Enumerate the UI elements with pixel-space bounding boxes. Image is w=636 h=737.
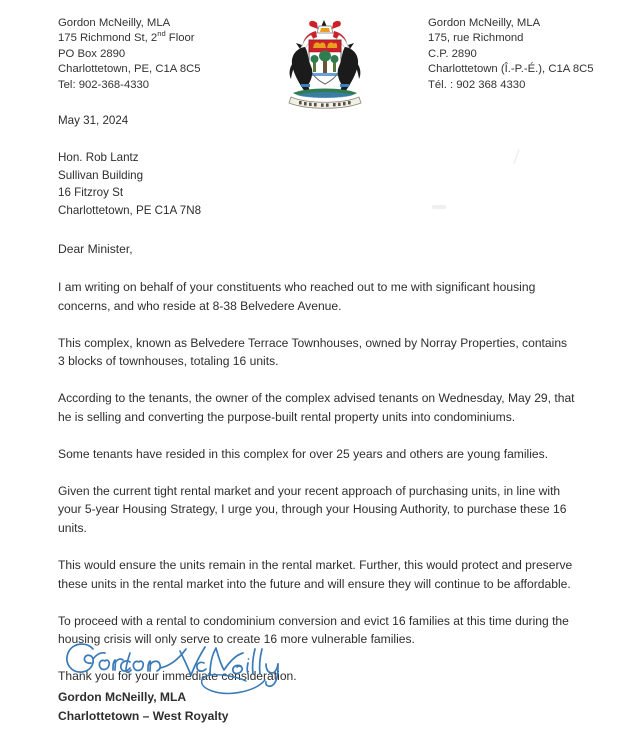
sender-pobox-fr: C.P. 2890 [428, 47, 477, 60]
recipient-line: 16 Fitzroy St [58, 186, 124, 199]
recipient-address [58, 149, 582, 219]
body-paragraph: To proceed with a rental to condominium conversion and evict 16 families at this time during the housing crisis will only serve to create 16 more vulnerable families. [58, 613, 569, 647]
body-paragraph: I am writing on behalf of your constituents who reached out to me with significant housing concerns, and who reside at 8-38 Belvedere Avenue. [58, 280, 536, 313]
sender-pobox-en: PO Box 2890 [58, 47, 126, 60]
signer-riding: Charlottetown – West Royalty [58, 708, 229, 723]
body-paragraph: Some tenants have resided in this complex for over 25 years and others are young families. [58, 446, 549, 461]
address-block-english [58, 16, 201, 93]
pei-coat-of-arms-icon [283, 17, 367, 115]
letterhead [0, 14, 636, 110]
sender-name-fr: Gordon McNeilly, MLA [428, 17, 541, 29]
body-paragraph: This would ensure the units remain in the rental market. Further, this would protect and preserve these units in the rental market into the future and will ensure they will continue to be affordable. [58, 557, 573, 591]
sender-street-en: 175 Richmond St, 2nd Floor [58, 29, 195, 45]
body-paragraph: This complex, known as Belvedere Terrace Townhouses, owned by Norray Properties, contains 3 blocks of townhouses, totaling 16 units. [58, 335, 568, 369]
signer-name: Gordon McNeilly, MLA [58, 690, 187, 704]
closing-line: Thank you for your immediate consideration. [58, 669, 297, 684]
scan-artifact-smudge [432, 205, 446, 209]
salutation: Dear Minister, [58, 242, 133, 256]
letter-date: May 31, 2024 [58, 114, 129, 127]
recipient-line: Hon. Rob Lantz [58, 151, 139, 164]
letter-body [58, 112, 582, 706]
recipient-line: Sullivan Building [58, 168, 144, 182]
signature-block [58, 635, 358, 735]
body-paragraph: According to the tenants, the owner of the complex advised tenants on Wednesday, May 29, that he is selling and converting the purpose-built rental property units into condominiums. [58, 391, 575, 424]
body-paragraph: Given the current tight rental market and your recent approach of purchasing units, in line with your 5-year Housing Strategy, I urge you, through your Housing Authority, to purchase these 16 units. [58, 483, 567, 536]
recipient-line: Charlottetown, PE C1A 7N8 [58, 203, 202, 217]
sender-city-fr: Charlottetown (Î.-P.-É.), C1A 8C5 [428, 63, 594, 76]
street-ordinal-suffix: nd [157, 29, 166, 39]
signature-name-block [58, 688, 228, 725]
sender-tel-en: Tel: 902-368-4330 [58, 78, 150, 91]
address-block-french [428, 16, 594, 93]
sender-tel-fr: Tél. : 902 368 4330 [428, 78, 526, 91]
sender-name-en: Gordon McNeilly, MLA [58, 17, 171, 29]
scan-artifact-mark [512, 148, 522, 166]
sender-street-fr: 175, rue Richmond [428, 32, 524, 45]
sender-city-en: Charlottetown, PE, C1A 8C5 [58, 63, 201, 76]
